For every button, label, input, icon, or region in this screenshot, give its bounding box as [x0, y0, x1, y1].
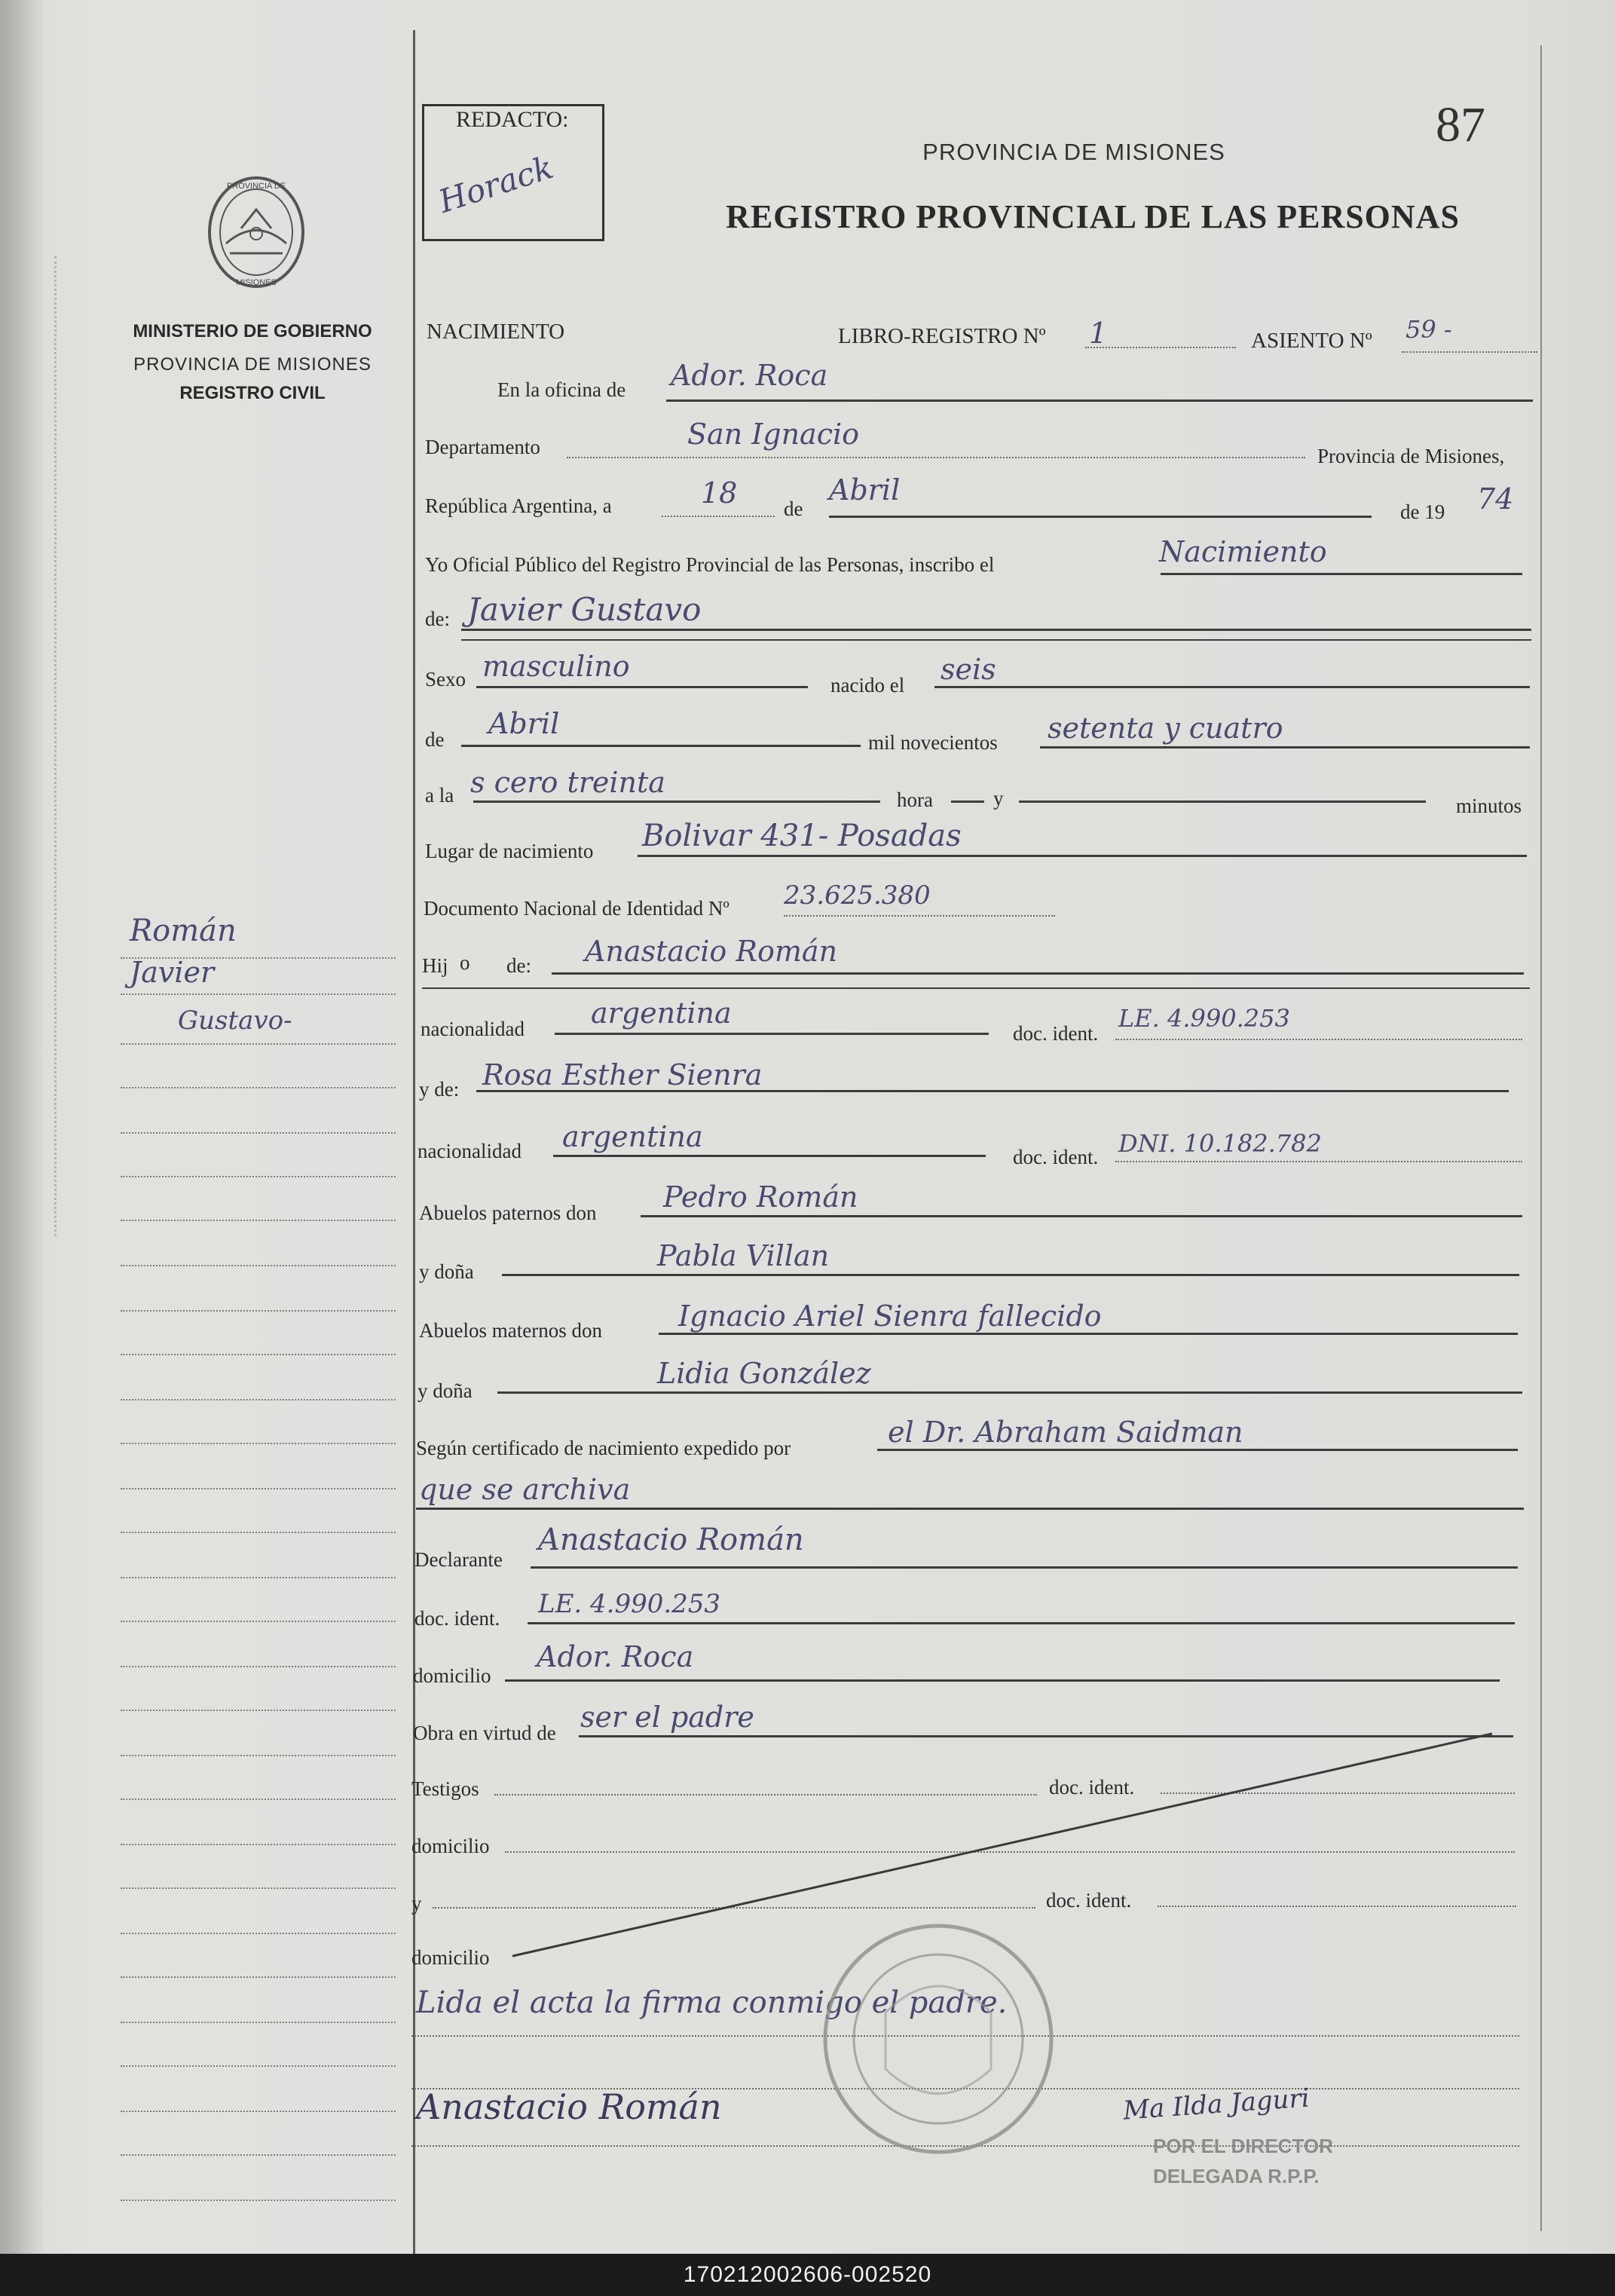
oficial-text: Yo Oficial Público del Registro Provincial de las Personas, inscribo el [425, 553, 995, 576]
redacto-label: REDACTO: [456, 107, 569, 132]
birth-year-line [1040, 746, 1530, 748]
name-line [461, 629, 1531, 631]
margin-line [121, 1887, 396, 1889]
month-value: Abril [829, 473, 901, 507]
y2-label: y [411, 1892, 422, 1915]
margin-line [121, 2022, 396, 2023]
docident4-label: doc. ident. [1049, 1776, 1135, 1799]
hora-value: s cero treinta [470, 766, 665, 799]
margin-line [121, 1844, 396, 1845]
right-border [1540, 45, 1542, 2231]
signature-declarante: Anastacio Román [416, 2086, 722, 2127]
day-line [662, 516, 775, 517]
segun-line2 [416, 1508, 1524, 1510]
libro-value: 1 [1089, 317, 1108, 350]
margin-line [121, 1710, 396, 1711]
abuela-materna-line [497, 1391, 1522, 1394]
declarante-label: Declarante [414, 1548, 503, 1571]
mil-label: mil novecientos [868, 731, 998, 754]
dni-value: 23.625.380 [784, 880, 931, 911]
domicilio1-value: Ador. Roca [537, 1640, 694, 1673]
margin-line [121, 1488, 396, 1489]
margin-line [121, 1799, 396, 1800]
nacionalidad1-value: argentina [591, 996, 732, 1030]
hijo-suffix: o [460, 951, 470, 974]
domicilio1-line [505, 1679, 1500, 1682]
registro-civil-label: REGISTRO CIVIL [179, 383, 326, 403]
minutos-line [1019, 801, 1426, 803]
oficina-value: Ador. Roca [671, 359, 828, 392]
oficina-line [666, 400, 1533, 402]
departamento-value: San Ignacio [687, 418, 860, 451]
margin-note-name1: Javier [130, 956, 215, 989]
sexo-value: masculino [482, 650, 630, 683]
margin-line [121, 1399, 396, 1401]
libro-label: LIBRO-REGISTRO Nº [838, 324, 1046, 348]
abuelo-paterno-line [641, 1215, 1522, 1217]
docident1-label: doc. ident. [1013, 1022, 1099, 1045]
lugar-label: Lugar de nacimiento [425, 840, 594, 862]
svg-text:MISIONES: MISIONES [236, 278, 277, 287]
oficina-label: En la oficina de [497, 378, 626, 401]
province-label: PROVINCIA DE MISIONES [133, 354, 372, 375]
province-heading: PROVINCIA DE MISIONES [922, 139, 1225, 165]
margin-line [121, 1443, 396, 1444]
page-number: 87 [1436, 97, 1485, 152]
nacionalidad2-label: nacionalidad [418, 1140, 522, 1162]
abuela-paterna-value: Pabla Villan [657, 1239, 830, 1272]
margin-line [121, 2154, 396, 2156]
dni-line [784, 915, 1055, 917]
margin-line [121, 1976, 396, 1978]
year-label: de 19 [1400, 501, 1445, 523]
obra-value: ser el padre [580, 1701, 754, 1734]
republica-label: República Argentina, a [425, 494, 612, 517]
margin-note-surname: Román [130, 914, 237, 948]
asiento-line [1402, 351, 1537, 353]
footer-id: 170212002606-002520 [0, 2254, 1615, 2296]
margin-line [121, 1087, 396, 1088]
name-underline [461, 639, 1531, 641]
birth-year-value: setenta y cuatro [1048, 712, 1283, 745]
docident3-value: LE. 4.990.253 [538, 1589, 721, 1619]
margin-line [121, 1666, 396, 1667]
inscribo-line [1161, 573, 1522, 575]
hora-line [473, 801, 880, 803]
docident2-value: DNI. 10.182.782 [1118, 1129, 1322, 1158]
margin-line [121, 1043, 396, 1045]
nacionalidad1-label: nacionalidad [421, 1018, 525, 1040]
margin-line [121, 993, 396, 995]
month-line [829, 516, 1372, 518]
nacionalidad2-line [553, 1155, 986, 1157]
margin-line [121, 1933, 396, 1934]
docident3-line [528, 1622, 1515, 1624]
binding-stitch [54, 256, 59, 1236]
de-name-label: de: [425, 608, 450, 630]
de-month-label: de [425, 728, 445, 751]
nacido-value: seis [941, 653, 996, 686]
lugar-value: Bolivar 431- Posadas [642, 819, 962, 853]
provincial-seal-icon [203, 172, 309, 292]
father-underline [422, 987, 1530, 989]
margin-line [121, 1265, 396, 1266]
mother-label: y de: [419, 1078, 460, 1101]
nacido-label: nacido el [830, 674, 905, 696]
asiento-label: ASIENTO Nº [1251, 329, 1372, 353]
segun-line [877, 1449, 1518, 1451]
margin-line [121, 1310, 396, 1312]
margin-line [121, 1621, 396, 1622]
docident2-line [1115, 1161, 1522, 1162]
margin-line [121, 1532, 396, 1533]
father-line [552, 972, 1524, 975]
mother-value: Rosa Esther Sienra [482, 1058, 763, 1091]
segun-value2: que se archiva [419, 1473, 631, 1506]
departamento-line [567, 457, 1305, 458]
official-stamp-icon [814, 1915, 1063, 2163]
margin-line [121, 1176, 396, 1177]
abuela-materna-value: Lidia González [657, 1357, 871, 1390]
y-label: y [993, 787, 1004, 810]
obra-label: Obra en virtud de [413, 1722, 556, 1744]
ministry-label: MINISTERIO DE GOBIERNO [133, 321, 372, 341]
declarante-line [531, 1566, 1518, 1569]
segun-label: Según certificado de nacimiento expedido por [416, 1437, 791, 1459]
abuelos-maternos-label: Abuelos maternos don [419, 1319, 602, 1342]
birth-month-line [461, 745, 861, 747]
nacionalidad1-line [555, 1033, 989, 1035]
a-la-label: a la [425, 784, 454, 807]
domicilio1-label: domicilio [413, 1664, 491, 1687]
column-divider [413, 30, 415, 2254]
margin-line [121, 2200, 396, 2201]
abuela-paterna-line [502, 1274, 1519, 1276]
hora-label: hora [897, 788, 933, 811]
hijo-label: Hij [422, 954, 448, 977]
binding-shadow [0, 0, 45, 2254]
registry-heading: REGISTRO PROVINCIAL DE LAS PERSONAS [726, 198, 1460, 235]
dni-label: Documento Nacional de Identidad Nº [424, 897, 730, 920]
departamento-label: Departamento [425, 436, 540, 458]
segun-value: el Dr. Abraham Saidman [888, 1416, 1243, 1449]
redacto-signature: Horack [434, 148, 558, 220]
sexo-label: Sexo [425, 668, 466, 690]
abuelo-materno-line [659, 1333, 1518, 1335]
libro-line [1085, 347, 1236, 348]
domicilio3-label: domicilio [411, 1946, 490, 1969]
abuelo-paterno-value: Pedro Román [663, 1180, 858, 1214]
father-value: Anastacio Román [585, 935, 838, 968]
day-value: 18 [701, 476, 738, 510]
nacido-line [934, 686, 1530, 688]
minutos-label: minutos [1456, 794, 1522, 817]
margin-line [121, 1755, 396, 1756]
margin-line [121, 2111, 396, 2112]
declarante-value: Anastacio Román [538, 1523, 804, 1557]
stamp-line2: DELEGADA R.P.P. [1153, 2165, 1320, 2187]
domicilio2-label: domicilio [411, 1835, 490, 1857]
hora-dash [951, 801, 984, 803]
nacionalidad2-value: argentina [562, 1120, 703, 1153]
closing-value: Lida el acta la firma conmigo el padre. [416, 1985, 1008, 2020]
de-label: de [784, 497, 803, 520]
birth-month-value: Abril [488, 707, 560, 740]
provincia-suffix: Provincia de Misiones, [1317, 445, 1505, 467]
docident1-line [1115, 1039, 1522, 1040]
asiento-value: 59 - [1405, 315, 1452, 344]
abuelo-materno-value: Ignacio Ariel Sienra fallecido [678, 1300, 1102, 1333]
lugar-line [638, 855, 1527, 857]
name-value: Javier Gustavo [467, 591, 702, 628]
stamp-line1: POR EL DIRECTOR [1153, 2135, 1333, 2157]
dona2-label: y doña [418, 1379, 473, 1402]
margin-line [121, 1577, 396, 1578]
signature-official: Ma Ilda Jaguri [1121, 2083, 1311, 2126]
sexo-line [476, 686, 808, 688]
hijo-de-label: de: [506, 954, 531, 977]
margin-line [121, 1132, 396, 1134]
margin-note-name2: Gustavo- [178, 1006, 292, 1036]
svg-text:PROVINCIA DE: PROVINCIA DE [226, 182, 286, 191]
margin-line [121, 1220, 396, 1221]
docident2-label: doc. ident. [1013, 1146, 1099, 1168]
margin-line [121, 1354, 396, 1355]
testigos-label: Testigos [411, 1777, 479, 1800]
margin-line [121, 2065, 396, 2067]
dona1-label: y doña [419, 1260, 474, 1283]
abuelos-paternos-label: Abuelos paternos don [419, 1202, 597, 1224]
docident1-value: LE. 4.990.253 [1118, 1004, 1290, 1033]
docident5-label: doc. ident. [1046, 1889, 1132, 1912]
docident3-label: doc. ident. [414, 1607, 500, 1630]
nacimiento-label: NACIMIENTO [427, 320, 565, 344]
year-value: 74 [1477, 482, 1514, 516]
inscribo-value: Nacimiento [1159, 535, 1327, 568]
